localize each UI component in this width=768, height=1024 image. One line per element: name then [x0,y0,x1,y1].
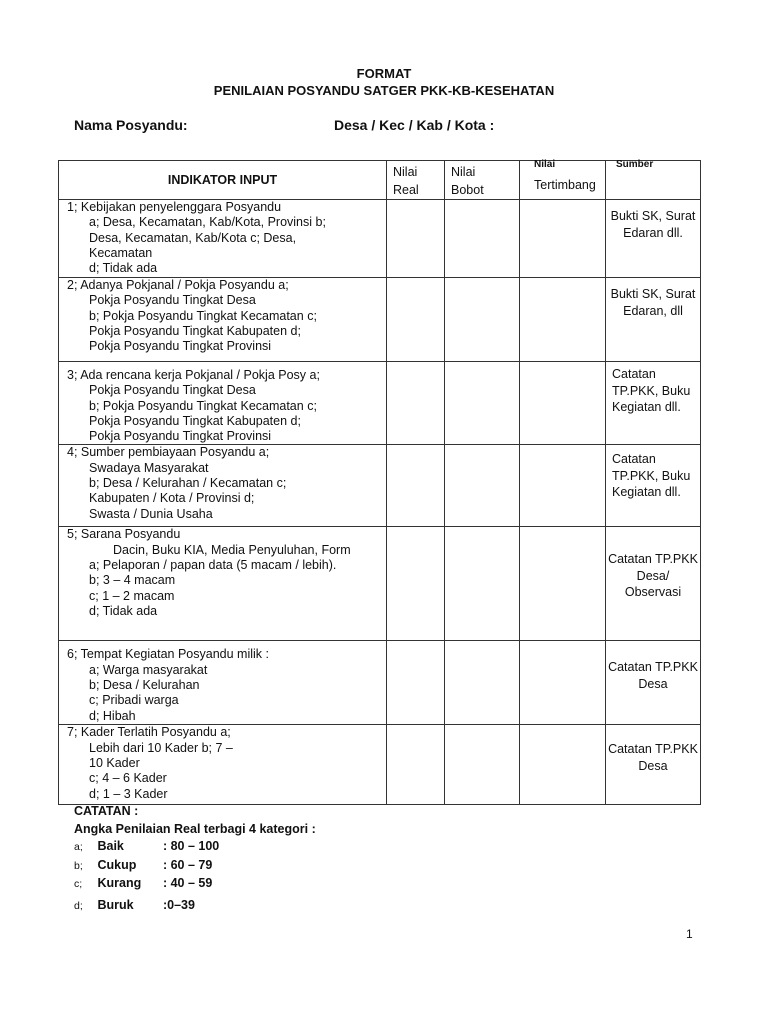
header-nilai-bobot [445,161,520,200]
category-item [74,897,316,916]
row4-line3: b; Desa / Kelurahan / Kecamatan c; [89,476,287,491]
category-marker: c; [74,878,83,890]
nilai-bobot-cell-3[interactable] [445,362,520,445]
table-row [59,200,701,278]
category-name: Buruk [97,897,134,912]
row5-line4: b; 3 – 4 macam [89,573,176,588]
category-item [74,875,316,894]
indikator-cell-4 [59,445,387,527]
sumber-cell-4: Catatan TP.PKK, Buku Kegiatan dll. [606,445,701,527]
category-marker: d; [74,899,83,912]
row7-line1: 7; Kader Terlatih Posyandu a; [67,725,231,740]
nilai-tertimbang-cell-4[interactable] [520,445,606,527]
category-range: : 80 – 100 [162,839,220,853]
category-item [74,838,316,857]
row2-line3: b; Pokja Posyandu Tingkat Kecamatan c; [89,308,317,323]
header-nilai-bobot-line1: Nilai [451,165,476,179]
row2-line4: Pokja Posyandu Tingkat Kabupaten d; [89,323,301,338]
row5-line1: 5; Sarana Posyandu [67,527,181,542]
sumber-cell-7: Catatan TP.PKK Desa [606,725,701,805]
header-nilai-real [387,161,445,200]
row1-line2: a; Desa, Kecamatan, Kab/Kota, Provinsi b; [89,215,326,230]
category-marker: b; [74,859,83,872]
header-nilai-tertimbang [520,161,606,200]
row1-line1: 1; Kebijakan penyelenggara Posyandu [67,200,282,214]
category-range: : 40 – 59 [162,876,213,890]
nilai-bobot-cell-5[interactable] [445,527,520,641]
row7-line4: c; 4 – 6 Kader [89,771,167,786]
angka-penilaian-label: Angka Penilaian Real terbagi 4 kategori : [74,821,316,836]
row5-line3: a; Pelaporan / papan data (5 macam / lebih). [89,558,337,573]
header-sumber [606,161,701,200]
nilai-bobot-cell-6[interactable] [445,641,520,725]
nilai-real-cell-1[interactable] [387,200,445,278]
row3-line5: Pokja Posyandu Tingkat Provinsi [89,429,272,444]
indikator-cell-1 [59,200,387,278]
header-tertimbang-line1: Nilai [534,159,556,170]
row7-line2: Lebih dari 10 Kader b; 7 – [89,740,233,755]
document-subtitle: PENILAIAN POSYANDU SATGER PKK-KB-KESEHATAN [213,83,555,98]
row6-line5: d; Hibah [89,708,136,723]
row1-line3: Desa, Kecamatan, Kab/Kota c; Desa, [89,230,297,245]
header-tertimbang-line2: Tertimbang [534,178,596,192]
row3-line4: Pokja Posyandu Tingkat Kabupaten d; [89,413,301,428]
category-marker: a; [74,841,83,853]
row2-line1: 2; Adanya Pokjanal / Pokja Posyandu a; [67,278,289,292]
nilai-bobot-cell-4[interactable] [445,445,520,527]
notes-section [74,803,316,915]
row5-line5: c; 1 – 2 macam [89,588,175,603]
row2-line2: Pokja Posyandu Tingkat Desa [89,293,256,308]
row3-line1: 3; Ada rencana kerja Pokjanal / Pokja Posy a; [67,368,320,382]
nilai-real-cell-5[interactable] [387,527,445,641]
nilai-bobot-cell-7[interactable] [445,725,520,805]
category-range: :0–39 [162,897,195,912]
header-nilai-real-line2: Real [393,183,419,197]
indikator-cell-6 [59,641,387,725]
indikator-cell-3 [59,362,387,445]
row4-line4: Kabupaten / Kota / Provinsi d; [89,491,255,506]
table-row [59,641,701,725]
row2-line5: Pokja Posyandu Tingkat Provinsi [89,339,272,354]
table-row [59,725,701,805]
row4-line2: Swadaya Masyarakat [89,460,209,475]
catatan-label: CATATAN : [74,804,139,818]
lokasi-label: Desa / Kec / Kab / Kota : [334,117,495,133]
row7-line3: 10 Kader [89,756,140,771]
nilai-tertimbang-cell-6[interactable] [520,641,606,725]
table-row [59,278,701,362]
category-range: : 60 – 79 [162,857,213,872]
row4-line1: 4; Sumber pembiayaan Posyandu a; [67,445,270,460]
sumber-cell-6: Catatan TP.PKK Desa [606,641,701,725]
nilai-tertimbang-cell-5[interactable] [520,527,606,641]
sumber-cell-1: Bukti SK, Surat Edaran dll. [606,200,701,278]
nilai-bobot-cell-2[interactable] [445,278,520,362]
row6-line4: c; Pribadi warga [89,693,179,708]
row6-line2: a; Warga masyarakat [89,662,208,677]
table-row [59,362,701,445]
category-name: Kurang [97,876,142,890]
table-row [59,527,701,641]
sumber-cell-2: Bukti SK, Surat Edaran, dll [606,278,701,362]
row5-line2: Dacin, Buku KIA, Media Penyuluhan, Form [113,542,351,557]
nilai-real-cell-7[interactable] [387,725,445,805]
nilai-real-cell-2[interactable] [387,278,445,362]
nilai-real-cell-3[interactable] [387,362,445,445]
nilai-bobot-cell-1[interactable] [445,200,520,278]
sumber-cell-3: Catatan TP.PKK, Buku Kegiatan dll. [606,362,701,445]
row6-line3: b; Desa / Kelurahan [89,678,200,693]
page-number: 1 [686,927,693,941]
indikator-cell-2 [59,278,387,362]
nilai-real-cell-4[interactable] [387,445,445,527]
nilai-tertimbang-cell-7[interactable] [520,725,606,805]
category-item [74,857,316,876]
row3-line3: b; Pokja Posyandu Tingkat Kecamatan c; [89,398,317,413]
header-indikator: INDIKATOR INPUT [59,161,387,200]
row1-line4: Kecamatan [89,245,153,260]
nilai-real-cell-6[interactable] [387,641,445,725]
row5-line6: d; Tidak ada [89,603,158,618]
indikator-cell-5 [59,527,387,641]
table-header-row [59,161,701,200]
row7-line5: d; 1 – 3 Kader [89,786,168,801]
nilai-tertimbang-cell-2[interactable] [520,278,606,362]
category-name: Baik [97,839,124,853]
sumber-cell-5: Catatan TP.PKK Desa/ Observasi [606,527,701,641]
header-sumber-label: Sumber [616,159,654,170]
category-name: Cukup [97,857,137,872]
nama-posyandu-label: Nama Posyandu: [74,117,188,133]
indikator-cell-7 [59,725,387,805]
header-nilai-bobot-line2: Bobot [451,183,484,197]
table-row [59,445,701,527]
row3-line2: Pokja Posyandu Tingkat Desa [89,383,256,398]
header-nilai-real-line1: Nilai [393,165,418,179]
row1-line5: d; Tidak ada [89,261,158,276]
penilaian-table [58,160,701,805]
row4-line5: Swasta / Dunia Usaha [89,506,213,521]
row6-line1: 6; Tempat Kegiatan Posyandu milik : [67,647,269,662]
nilai-tertimbang-cell-3[interactable] [520,362,606,445]
nilai-tertimbang-cell-1[interactable] [520,200,606,278]
document-title: FORMAT [356,66,412,81]
